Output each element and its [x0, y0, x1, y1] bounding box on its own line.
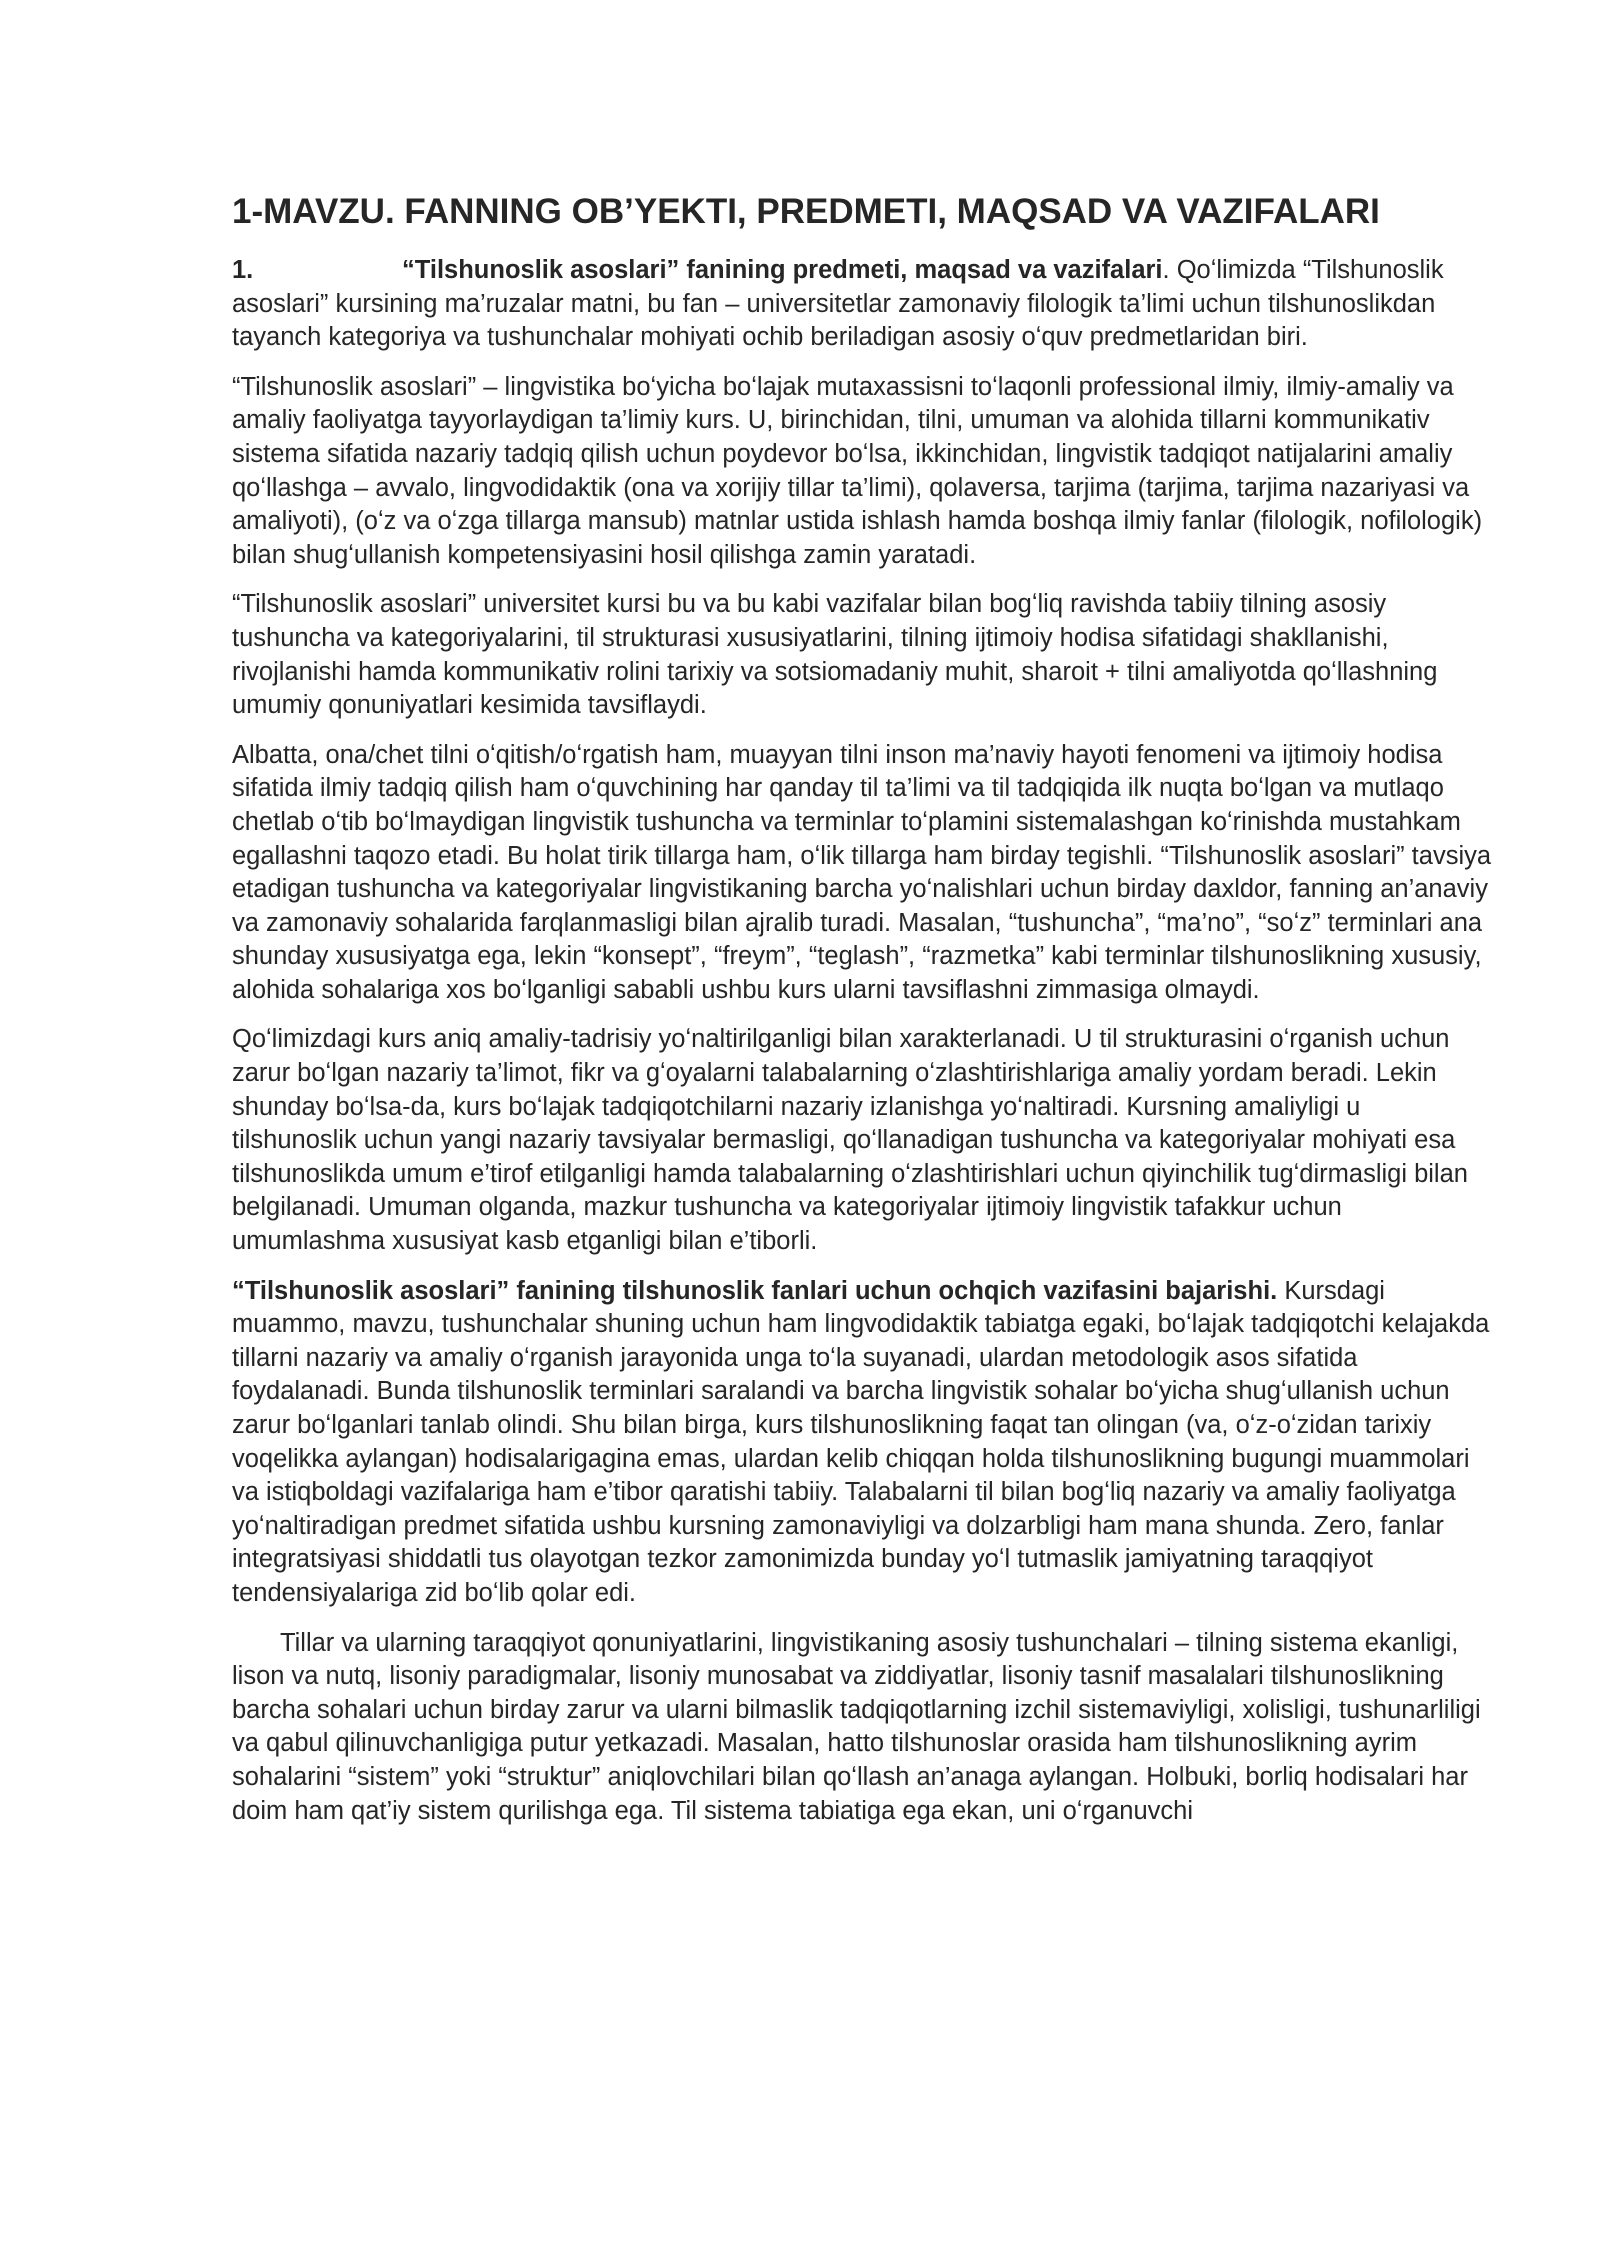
body-paragraph-3: Albatta, ona/chet tilni oʻqitish/oʻrgatish ham, muayyan tilni inson ma’naviy hayoti fenomeni va ijtimoiy hodisa sifatida ilmiy tadqiq qilish ham oʻquvchining har qanday til ta’limi va til tadqiqida ilk nuqta boʻlgan va mutlaqo chetlab oʻtib boʻlmaydigan lingvistik tushuncha va terminlar toʻplamini sistemalashgan koʻrinishda mustahkam egallashni taqozo etadi. Bu holat tirik tillarga ham, oʻlik tillarga ham birday tegishli. “Tilshunoslik asoslari” tavsiya etadigan tushuncha va kategoriyalar lingvistikaning barcha yoʻnalishlari uchun birday daxldor, fanning an’anaviy va zamonaviy sohalarida farqlanmasligi bilan ajralib turadi. Masalan, “tushuncha”, “ma’no”, “soʻz” terminlari ana shunday xususiyatga ega, lekin “konsept”, “freym”, “teglash”, “razmetka” kabi terminlar tilshunoslikning xususiy, alohida sohalariga xos boʻlganligi sababli ushbu kurs ularni tavsiflashni zimmasiga olmaydi.: [232, 740, 1492, 1004]
section-2-heading: “Tilshunoslik asoslari” fanining tilshunoslik fanlari uchun ochqich vazifasini bajarishi.: [232, 1276, 1278, 1305]
body-paragraph-2: “Tilshunoslik asoslari” universitet kursi bu va bu kabi vazifalar bilan bogʻliq ravishda tabiiy tilning asosiy tushuncha va kategoriyalarini, til strukturasi xususiyatlarini, tilning ijtimoiy hodisa sifatidagi shakllanishi, rivojlanishi hamda kommunikativ rolini tarixiy va sotsiomadaniy muhit, sharoit + tilni amaliyotda qoʻllashning umumiy qonuniyatlari kesimida tavsiflaydi.: [232, 590, 1438, 720]
section-number: 1.: [232, 256, 254, 284]
body-paragraph-1: “Tilshunoslik asoslari” – lingvistika boʻyicha boʻlajak mutaxassisni toʻlaqonli professional ilmiy, ilmiy-amaliy va amaliy faoliyatga tayyorlaydigan ta’limiy kurs. U, birinchidan, tilni, umuman va alohida tillarni kommunikativ sistema sifatida nazariy tadqiq qilish uchun poydevor boʻlsa, ikkinchidan, lingvistik tadqiqot natijalarini amaliy qoʻllashga – avvalo, lingvodidaktik (ona va xorijiy tillar ta’limi), qolaversa, tarjima (tarjima, tarjima nazariyasi va amaliyoti), (oʻz va oʻzga tillarga mansub) matnlar ustida ishlash hamda boshqa ilmiy fanlar (filologik, nofilologik) bilan shugʻullanish kompetensiyasini hosil qilishga zamin yaratadi.: [232, 372, 1483, 569]
section-1-heading: “Tilshunoslik asoslari” fanining predmeti, maqsad va vazifalari: [402, 256, 1163, 284]
section-2-text: Kursdagi muammo, mavzu, tushunchalar shuning uchun ham lingvodidaktik tabiatga egaki, boʻlajak tadqiqotchi kelajakda tillarni nazariy va amaliy oʻrganish jarayonida unga toʻla suyanadi, ulardan metodologik asos sifatida foydalanadi. Bunda tilshunoslik terminlari saralandi va barcha lingvistik sohalar boʻyicha shugʻullanish uchun zarur boʻlganlari tanlab olindi. Shu bilan birga, kurs tilshunoslikning faqat tan olingan (va, oʻz-oʻzidan tarixiy voqelikka aylangan) hodisalarigagina emas, ulardan kelib chiqqan holda tilshunoslikning bugungi muammolari va istiqboldagi vazifalariga ham e’tibor qaratishi tabiiy. Talabalarni til bilan bogʻliq nazariy va amaliy faoliyatga yoʻnaltiradigan predmet sifatida ushbu kursning zamonaviyligi va dolzarbligi ham mana shunda. Zero, fanlar integratsiyasi shiddatli tus olayotgan tezkor zamonimizda bunday yoʻl tutmaslik jamiyatning taraqqiyot tendensiyalariga zid boʻlib qolar edi.: [232, 1276, 1490, 1607]
document-body: [232, 254, 1492, 1844]
section-1-text: . Qoʻlimizda “Tilshunoslik asoslari” kursining ma’ruzalar matni, bu fan – universitetlar zamonaviy filologik ta’limi uchun tilshunoslikdan tayanch kategoriya va tushunchalar mohiyati ochib beriladigan asosiy oʻquv predmetlaridan biri.: [232, 256, 1444, 352]
section-2-paragraph: [232, 1275, 1492, 1611]
section-1-paragraph: [232, 254, 1492, 355]
page-title: 1-MAVZU. FANNING OB’YEKTI, PREDMETI, MAQSAD VA VAZIFALARI: [232, 192, 1380, 231]
body-paragraph-4: Qoʻlimizdagi kurs aniq amaliy-tadrisiy yoʻnaltirilganligi bilan xarakterlanadi. U til strukturasini oʻrganish uchun zarur boʻlgan nazariy ta’limot, fikr va gʻoyalarni talabalarning oʻzlashtirishlariga amaliy yordam beradi. Lekin shunday boʻlsa-da, kurs boʻlajak tadqiqotchilarni nazariy izlanishga yoʻnaltiradi. Kursning amaliyligi u tilshunoslik uchun yangi nazariy tavsiyalar bermasligi, qoʻllanadigan tushuncha va kategoriyalar mohiyati esa tilshunoslikda umum e’tirof etilganligi hamda talabalarning oʻzlashtirishlari uchun qiyinchilik tugʻdirmasligi bilan belgilanadi. Umuman olganda, mazkur tushuncha va kategoriyalar ijtimoiy lingvistik tafakkur uchun umumlashma xususiyat kasb etganligi bilan e’tiborli.: [232, 1025, 1468, 1256]
body-paragraph-last: Tillar va ularning taraqqiyot qonuniyatlarini, lingvistikaning asosiy tushunchalari – tilning sistema ekanligi, lison va nutq, lisoniy paradigmalar, lisoniy munosabat va ziddiyatlar, lisoniy tasnif masalalari tilshunoslikning barcha sohalari uchun birday zarur va ularni bilmaslik tadqiqotlarning izchil sistemaviyligi, xolisligi, tushunarliligi va qabul qilinuvchanligiga putur yetkazadi. Masalan, hatto tilshunoslar orasida ham tilshunoslikning ayrim sohalarini “sistem” yoki “struktur” aniqlovchilari bilan qoʻllash an’anaga aylangan. Holbuki, borliq hodisalari har doim ham qat’iy sistem qurilishga ega. Til sistema tabiatiga ega ekan, uni oʻrganuvchi: [232, 1628, 1481, 1825]
